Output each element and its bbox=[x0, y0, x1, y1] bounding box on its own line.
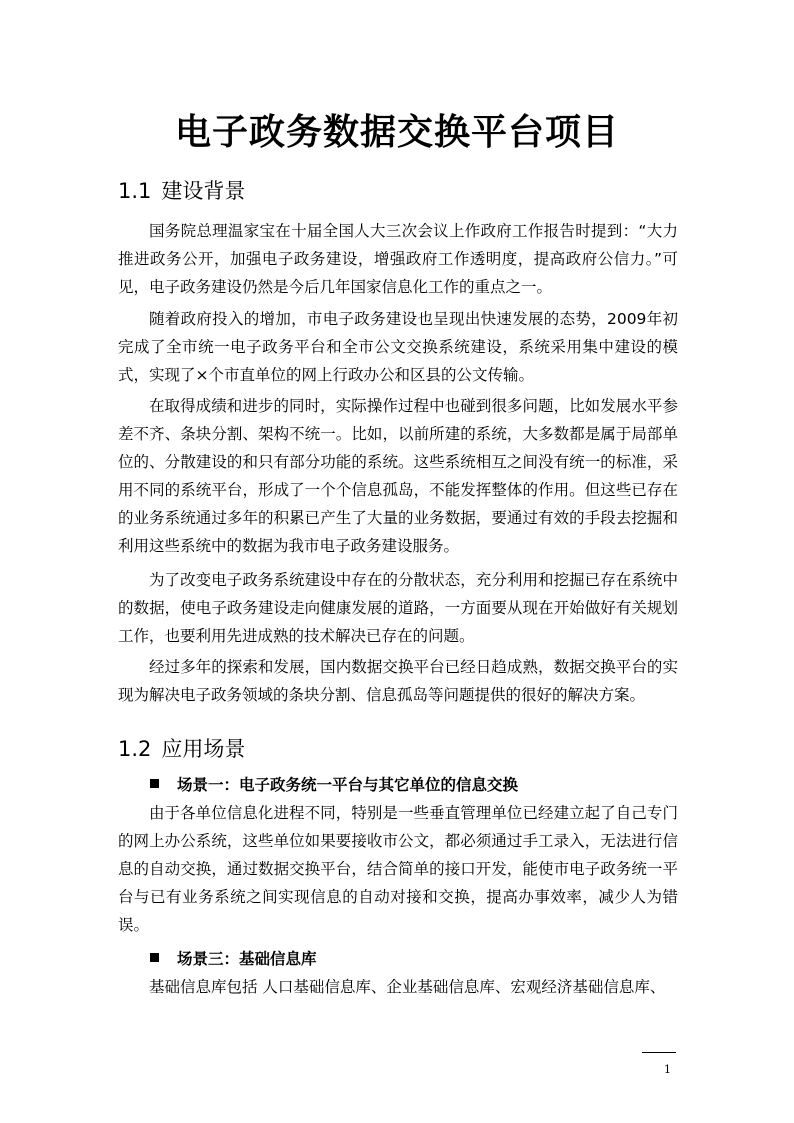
square-bullet-icon bbox=[150, 779, 159, 788]
section-number: 1.1 bbox=[118, 179, 152, 203]
bullet-label: 场景三：基础信息库 bbox=[177, 950, 317, 968]
footer-rule bbox=[642, 1052, 676, 1053]
square-bullet-icon bbox=[150, 953, 159, 962]
paragraph: 在取得成绩和进步的同时，实际操作过程中也碰到很多问题，比如发展水平参差不齐、条块分割、架构不统一。比如，以前所建的系统，大多数都是属于局部单位的、分散建设的和只有部分功能的系统。这些系统相互之间没有统一的标准，采用不同的系统平台，形成了一个个信息孤岛，不能发挥整体的作用。但这些已存在的业务系统通过多年的积累已产生了大量的业务数据，要通过有效的手段去挖掘和利用这些系统中的数据为我市电子政务建设服务。 bbox=[118, 397, 678, 555]
paragraph: 经过多年的探索和发展，国内数据交换平台已经日趋成熟，数据交换平台的实现为解决电子政务领域的条块分割、信息孤岛等问题提供的很好的解决方案。 bbox=[118, 658, 678, 704]
paragraph: 国务院总理温家宝在十届全国人大三次会议上作政府工作报告时提到：“大力推进政务公开，加强电子政务建设，增强政府工作透明度，提高政府公信力。”可见，电子政务建设仍然是今后几年国家信息化工作的重点之一。 bbox=[118, 222, 678, 296]
section-heading-1-2 bbox=[118, 733, 245, 763]
document-title: 电子政务数据交换平台项目 bbox=[174, 112, 619, 153]
section-title: 应用场景 bbox=[161, 737, 246, 761]
paragraph: 为了改变电子政务系统建设中存在的分散状态，充分利用和挖掘已存在系统中的数据，使电子政务建设走向健康发展的道路，一方面要从现在开始做好有关规划工作，也要利用先进成熟的技术解决已存在的问题。 bbox=[118, 571, 678, 645]
bullet-label: 场景一：电子政务统一平台与其它单位的信息交换 bbox=[177, 776, 519, 794]
section-title: 建设背景 bbox=[161, 179, 246, 203]
page-number: 1 bbox=[664, 1063, 671, 1076]
bullet-item bbox=[150, 771, 518, 799]
bullet-item bbox=[150, 945, 317, 973]
paragraph: 基础信息库包括 人口基础信息库、企业基础信息库、宏观经济基础信息库、 bbox=[149, 978, 666, 996]
paragraph: 由于各单位信息化进程不同，特别是一些垂直管理单位已经建立起了自己专门的网上办公系统，这些单位如果要接收市公文，都必须通过手工录入，无法进行信息的自动交换，通过数据交换平台，结合简单的接口开发，能使市电子政务统一平台与已有业务系统之间实现信息的自动对接和交换，提高办事效率，减少人为错误。 bbox=[118, 804, 678, 934]
section-heading-1-1 bbox=[118, 175, 245, 205]
section-number: 1.2 bbox=[118, 737, 152, 761]
paragraph: 随着政府投入的增加，市电子政务建设也呈现出快速发展的态势，2009年初完成了全市统一电子政务平台和全市公文交换系统建设，系统采用集中建设的模式，实现了×个市直单位的网上行政办公和区县的公文传输。 bbox=[118, 310, 678, 384]
